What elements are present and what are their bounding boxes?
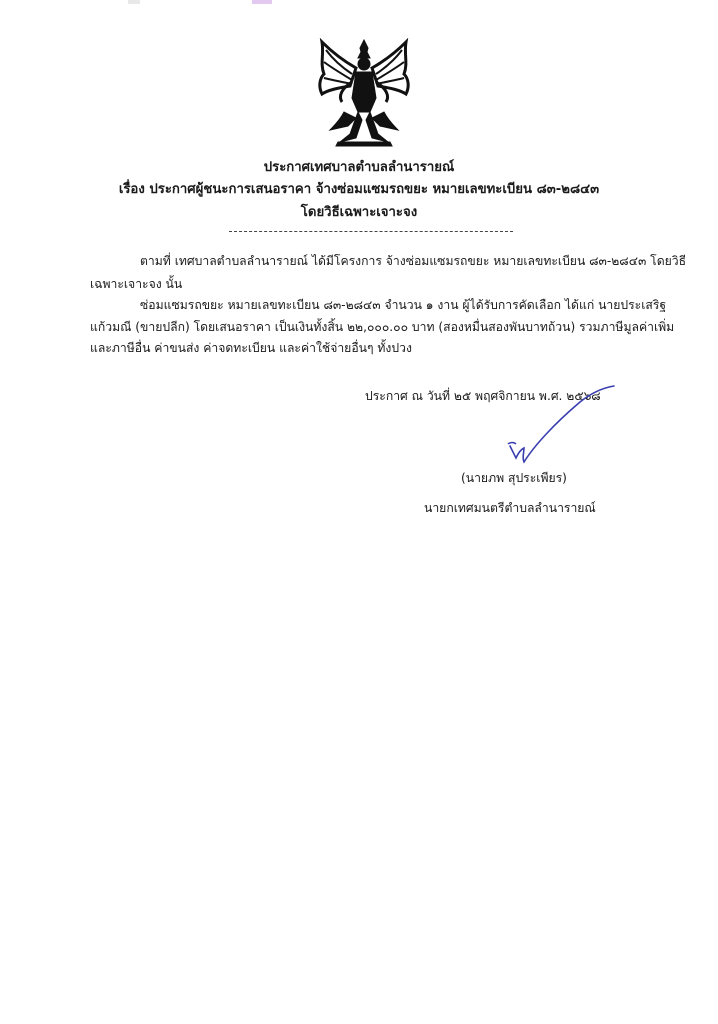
- paragraph-1-line-1: ตามที่ เทศบาลตำบลลำนารายณ์ ได้มีโครงการ จ้างซ่อมแซมรถขยะ หมายเลขทะเบียน ๘๓-๒๘๔๓ โดยวิธี: [140, 254, 687, 268]
- garuda-emblem-icon: [312, 38, 416, 148]
- announcement-subject: เรื่อง ประกาศผู้ชนะการเสนอราคา จ้างซ่อมแซมรถขยะ หมายเลขทะเบียน ๘๓-๒๘๔๓: [118, 182, 600, 197]
- procurement-method: โดยวิธีเฉพาะเจาะจง: [300, 205, 418, 220]
- signer-title: นายกเทศมนตรีตำบลลำนารายณ์: [424, 501, 596, 515]
- scan-artifact: [252, 0, 272, 4]
- announcement-title: ประกาศเทศบาลตำบลลำนารายณ์: [263, 160, 455, 175]
- handwritten-signature: [494, 384, 634, 474]
- signer-name: (นายภพ สุประเพียร): [461, 471, 567, 485]
- divider: [229, 231, 513, 232]
- paragraph-2-line-2: แก้วมณี (ขายปลีก) โดยเสนอราคา เป็นเงินทั้งสิ้น ๒๒,๐๐๐.๐๐ บาท (สองหมื่นสองพันบาทถ้วน) รวมภาษีมูลค่าเพิ่ม: [90, 320, 675, 334]
- paragraph-2-line-1: ซ่อมแซมรถขยะ หมายเลขทะเบียน ๘๓-๒๘๔๓ จำนวน ๑ งาน ผู้ได้รับการคัดเลือก ได้แก่ นายประเสริฐ: [140, 298, 667, 312]
- scan-artifact: [128, 0, 140, 4]
- paragraph-1-line-2: เฉพาะเจาะจง นั้น: [90, 277, 183, 291]
- paragraph-2-line-3: และภาษีอื่น ค่าขนส่ง ค่าจดทะเบียน และค่าใช้จ่ายอื่นๆ ทั้งปวง: [90, 341, 412, 355]
- announcement-date: ประกาศ ณ วันที่ ๒๕ พฤศจิกายน พ.ศ. ๒๕๖๘: [365, 389, 601, 403]
